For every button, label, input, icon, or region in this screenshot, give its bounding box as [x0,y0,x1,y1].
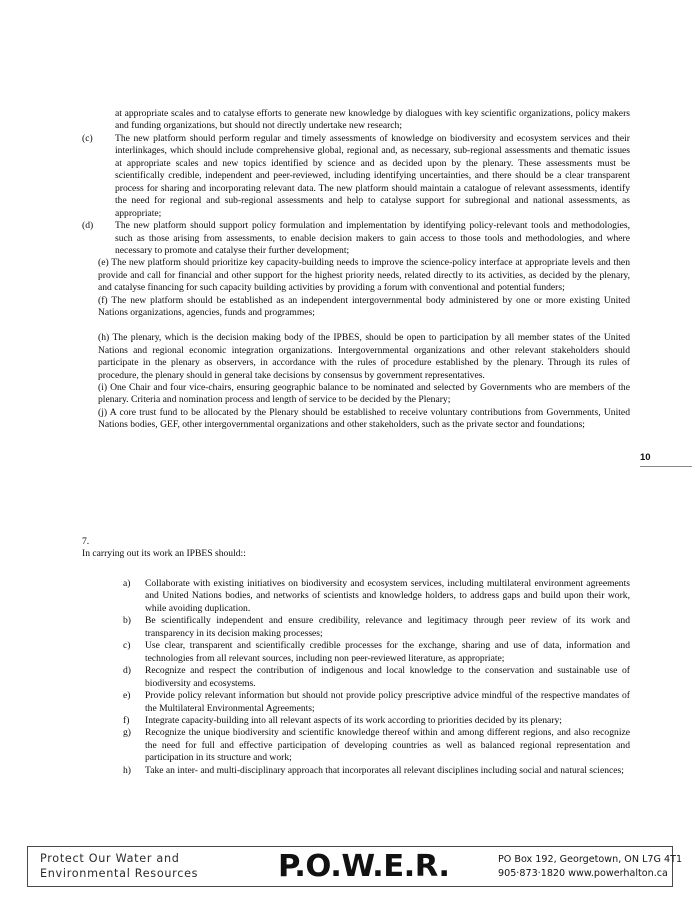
paragraph-text-d: The new platform should support policy formulation and implementation by identifying policy-relevant tools and methodologies, such as those arising from assessments, to enable decision makers to gain access to those tools and methodologies, and where necessary to promote and catalyse their further development; [115,220,630,256]
list-marker-e: e) [123,690,131,702]
list-text-b: Be scientifically independent and ensure credibility, relevance and legitimacy through peer review of its work and transparency in its decision making processes; [145,615,630,639]
alpha-list [123,578,630,777]
list-marker-g: g) [123,727,131,739]
list-text-h: Take an inter- and multi-disciplinary approach that incorporates all relevant disciplines including social and natural sciences; [145,764,624,776]
paragraph-item-j: (j) A core trust fund to be allocated by the Plenary should be established to receive voluntary contributions from Governments, United Nations bodies, GEF, other intergovernmental organizations and other stakeholders, such as the private sector and foundations; [98,406,630,431]
footer-tagline-line2: Environmental Resources [40,866,199,880]
paragraph-item-h: (h) The plenary, which is the decision making body of the IPBES, should be open to participation by all member states of the United Nations and regional economic integration organizations. Intergovernmental organizations and other relevant stakeholders should participate in the plenary as observers, in accordance with the rules of procedure established by the plenary. Through its rules of procedure, the plenary should in general take decisions by consensus by government representatives. [98,332,630,381]
section-lead-in: In carrying out its work an IPBES should:: [82,548,246,559]
paragraph-spacer [82,320,630,332]
list-marker-c: (c) [82,132,93,144]
list-marker-d: (d) [82,220,94,232]
list-text-f: Integrate capacity-building into all relevant aspects of its work according to priorities decided by its plenary; [145,714,562,726]
list-text-e: Provide policy relevant information but should not provide policy prescriptive advice mindful of the respective mandates of the Multilateral Environmental Agreements; [145,690,630,714]
document-body [82,108,630,432]
footer-address: PO Box 192, Georgetown, ON L7G 4T1 [498,854,683,865]
list-marker-b: b) [123,615,131,627]
list-text-g: Recognize the unique biodiversity and scientific knowledge thereof within and among different regions, and also recognize the need for full and effective participation of developing countries as well as balanced regional representation and participation in its structure and work; [145,727,630,764]
page-number: 10 [640,452,651,463]
list-item [123,690,630,715]
paragraph-continuation-b: at appropriate scales and to catalyse efforts to generate new knowledge by dialogues with key scientific organizations, policy makers and funding organizations, but should not directly undertake new research; [115,108,630,132]
paragraph-item-e: (e) The new platform should prioritize key capacity-building needs to improve the science-policy interface at appropriate levels and then provide and call for financial and other support for the highest priority needs, related directly to its activities, as decided by the plenary, and catalyse financing for such capacity building activities by providing a forum with conventional and potential funders; [98,257,630,294]
list-item [123,665,630,690]
page-number-rule [640,466,692,467]
list-item [123,765,630,777]
footer-tagline [40,852,198,881]
list-marker-h: h) [123,764,131,776]
list-text-d: Recognize and respect the contribution of indigenous and local knowledge to the conservation and sustainable use of biodiversity and ecosystems. [145,665,630,689]
footer-contact [498,853,682,880]
paragraph-item-c [82,133,630,220]
power-logo: P.O.W.E.R. [278,849,450,884]
list-marker-c: c) [123,640,131,652]
paragraph-item-i: (i) One Chair and four vice-chairs, ensuring geographic balance to be nominated and selected by Governments who are members of the plenary. Criteria and nomination process and length of service to be decided by the Plenary; [98,381,630,406]
list-item [123,578,630,615]
list-marker-f: f) [123,714,130,726]
list-item [123,615,630,640]
list-text-a: Collaborate with existing initiatives on biodiversity and ecosystem services, including multilateral environment agreements and United Nations bodies, and networks of scientists and knowledge holders, to address gaps and build upon their work, while avoiding duplication. [145,578,630,614]
page-number-block [640,452,692,467]
section-number: 7. [82,536,90,547]
list-item [123,640,630,665]
footer-phone-website[interactable]: 905·873·1820 www.powerhalton.ca [498,867,668,879]
paragraph-item-f: (f) The new platform should be established as an independent intergovernmental body administered by one or more existing United Nations organizations, agencies, funds and programmes; [98,294,630,319]
footer-tagline-line1: Protect Our Water and [40,852,180,865]
list-marker-d: d) [123,665,131,677]
paragraph-text-c: The new platform should perform regular and timely assessments of knowledge on biodiversity and ecosystem services and their interlinkages, which should include comprehensive global, regional and, as necessary, sub-regional assessments and thematic issues at appropriate scales and new topics identified by science and as decided upon by the plenary. These assessments must be scientifically credible, independent and peer-reviewed, including identifying uncertainties, and there should be a clear transparent process for sharing and incorporating relevant data. The new platform should maintain a catalogue of relevant assessments, identify the need for regional and sub-regional assessments and help to catalyse support for subregional and national assessments, as appropriate; [115,132,630,219]
list-text-c: Use clear, transparent and scientifically credible processes for the exchange, sharing and use of data, information and technologies from all relevant sources, including non peer-reviewed literature, as appropriate; [145,640,630,664]
list-item [123,727,630,764]
list-marker-a: a) [123,578,131,589]
list-item [123,715,630,727]
footer-banner [27,846,683,887]
paragraph-item-d [82,220,630,257]
